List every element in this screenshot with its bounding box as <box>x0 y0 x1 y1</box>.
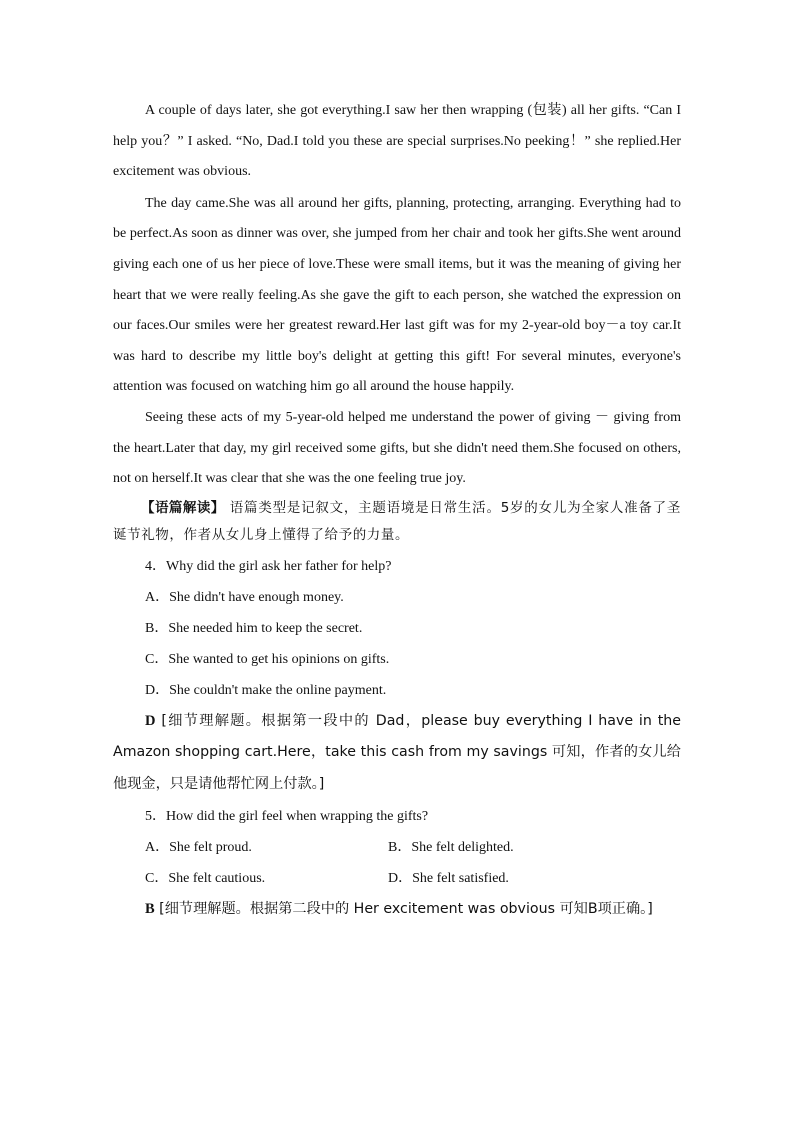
question-4-option-d: D．She couldn't make the online payment. <box>145 682 387 698</box>
question-5-answer-letter: B <box>145 901 155 918</box>
passage-paragraph-2: The day came.She was all around her gifts, planning, protecting, arranging. Everything had to be perfect.As soon as dinner was over, she jumped from her chair and took her gifts.She went around giving each one of us her piece of love.These were small items, but it was the meaning of giving her heart that we were really feeling.As she gave the gift to each person, she watched the expression on our faces.Our smiles were her greatest reward.Her last gift was for my 2-year-old boy－a toy car.It was hard to describe my little boy's delight at getting this gift! For several minutes, everyone's attention was focused on watching him go all around the house happily. <box>113 195 681 395</box>
question-4-option-c: C．She wanted to get his opinions on gifts. <box>145 651 390 667</box>
question-5-option-b: B．She felt delighted. <box>388 840 514 856</box>
question-4-stem: 4．Why did the girl ask her father for help? <box>145 558 392 574</box>
question-4-option-b: B．She needed him to keep the secret. <box>145 620 363 636</box>
question-5-explanation: [细节理解题。根据第二段中的 Her excitement was obvious 可知B项正确。] <box>154 901 653 918</box>
question-4-option-a: A．She didn't have enough money. <box>145 589 344 605</box>
analysis-text: 语篇类型是记叙文，主题语境是日常生活。5岁的女儿为全家人准备了圣诞节礼物，作者从女儿身上懂得了给予的力量。 <box>113 499 681 543</box>
document-page <box>113 96 681 926</box>
discourse-analysis <box>113 495 681 549</box>
question-4-answer-letter: D <box>145 712 156 729</box>
analysis-tag: 【语篇解读】 <box>141 499 225 516</box>
question-4-answer <box>113 706 681 801</box>
question-5-options-row-2 <box>113 863 681 894</box>
passage-paragraph-3: Seeing these acts of my 5-year-old helped me understand the power of giving － giving from the heart.Later that day, my girl received some gifts, but she didn't need them.She focused on others, not on herself.It was clear that she was the one feeling true joy. <box>113 409 681 487</box>
question-5-stem: 5．How did the girl feel when wrapping the gifts? <box>145 809 429 825</box>
question-5-options-row-1 <box>113 832 681 863</box>
question-5-answer <box>113 894 681 926</box>
question-5-option-d: D．She felt satisfied. <box>388 871 509 887</box>
question-4-explanation: [细节理解题。根据第一段中的 Dad，please buy everything I have in the Amazon shopping cart.Here，take this cash from my savings 可知，作者的女儿给他现金，只是请他帮忙网上付款。] <box>113 712 681 792</box>
question-5-option-c: C．She felt cautious. <box>145 871 266 887</box>
question-5-option-a: A．She felt proud. <box>145 840 252 856</box>
passage-paragraph-1: A couple of days later, she got everything.I saw her then wrapping (包装) all her gifts. “Can I help you？” I asked. “No, Dad.I told you these are special surprises.No peeking！” she replied.Her excitement was obvious. <box>113 103 681 180</box>
